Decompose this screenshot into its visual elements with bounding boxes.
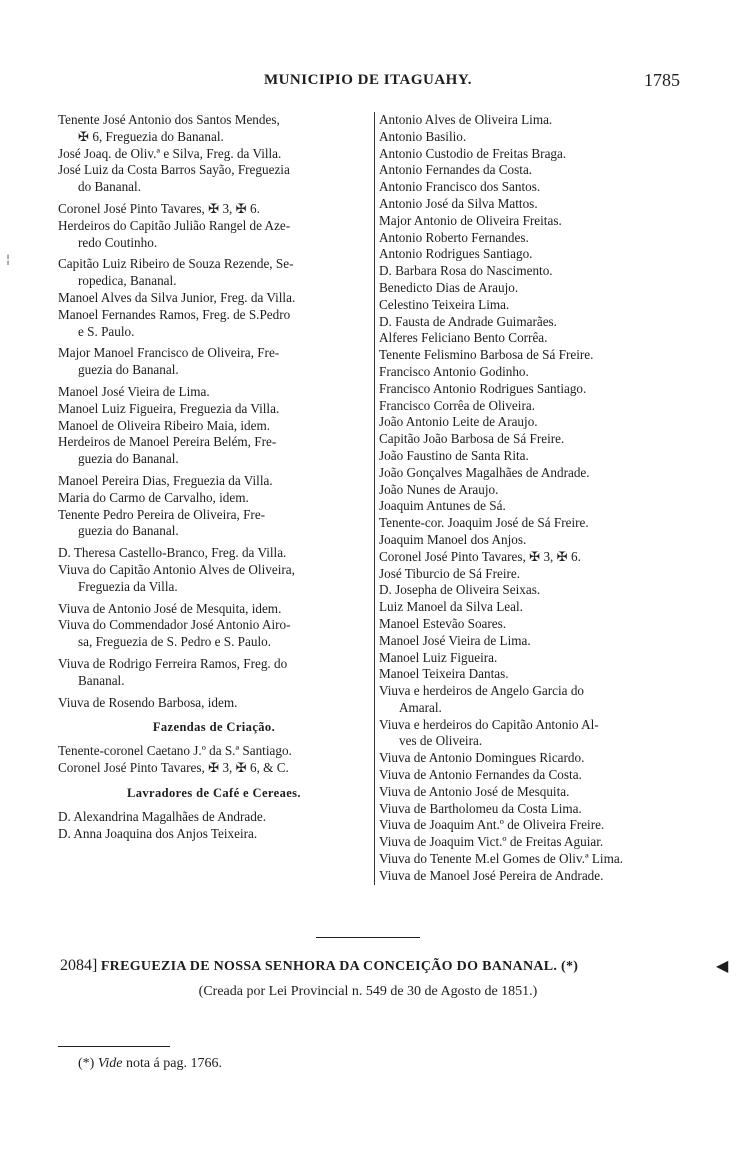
entry-line: ropedica, Bananal. [78,273,177,289]
entry-line: D. Barbara Rosa do Nascimento. [379,263,553,279]
entry-line: Antonio Rodrigues Santiago. [379,246,533,262]
entry-line: Antonio Fernandes da Costa. [379,162,533,178]
entry-line: Capitão Luiz Ribeiro de Souza Rezende, Se- [58,256,294,272]
entry-line: Viuva de Manoel José Pereira de Andrade. [379,867,604,883]
entry-line: Antonio José da Silva Mattos. [379,195,538,211]
entry-line: Manoel Teixeira Dantas. [379,666,509,682]
entry-line: Tenente Felismino Barbosa de Sá Freire. [379,347,594,363]
entry-line: Manoel Alves da Silva Junior, Freg. da Villa. [58,289,296,305]
entry-line: Francisco Antonio Godinho. [379,363,529,379]
page-number: 1785 [644,70,680,90]
entry-line: Antonio Basilio. [379,128,467,144]
entry-line: D. Theresa Castello-Branco, Freg. da Villa. [58,545,287,561]
left-column [58,112,370,842]
entry-line: Tenente-coronel Caetano J.º da S.ª Santiago. [58,743,292,759]
entry-line: do Bananal. [78,179,141,195]
entry-line: Coronel José Pinto Tavares, ✠ 3, ✠ 6, & C. [58,760,289,776]
section-number: 2084] [60,957,98,974]
entry-line: guezia do Bananal. [78,362,179,378]
pointer-marker-icon: ◀ [716,956,729,975]
entry-line: Viuva de Bartholomeu da Costa Lima. [379,800,582,816]
entry-line: Herdeiros do Capitão Julião Rangel de Aze- [58,217,291,233]
entry-line: Francisco Corrêa de Oliveira. [379,397,535,413]
entry-line: Bananal. [78,672,125,688]
entry-line: Viuva de Rosendo Barbosa, idem. [58,694,238,710]
entry-line: Viuva de Antonio Domingues Ricardo. [379,750,585,766]
entry-line: ves de Oliveira. [399,733,483,749]
entry-line: Viuva de Rodrigo Ferreira Ramos, Freg. do [58,655,288,671]
entry-line: Luiz Manoel da Silva Leal. [379,599,523,615]
entry-line: redo Coutinho. [78,234,158,250]
entry-line: João Antonio Leite de Araujo. [379,414,538,430]
entry-line: Viuva de Antonio José de Mesquita. [379,783,570,799]
right-entries-list [379,112,693,885]
page-header-title: MUNICIPIO DE ITAGUAHY. [263,72,473,88]
entry-line: guezia do Bananal. [78,523,179,539]
footnote-text: nota á pag. 1766. [125,1056,222,1071]
entry-line: Joaquim Manoel dos Anjos. [379,531,527,547]
entry-line: Viuva de Antonio Fernandes da Costa. [379,767,582,783]
entry-line: Manoel Estevão Soares. [379,615,507,631]
footnote [78,1056,222,1072]
entry-line: D. Alexandrina Magalhães de Andrade. [58,808,266,824]
entry-line: Antonio Custodio de Freitas Braga. [379,145,567,161]
entry-line: D. Fausta de Andrade Guimarães. [379,313,557,329]
entry-line: José Tiburcio de Sá Freire. [379,565,521,581]
entry-line: Viuva de Antonio José de Mesquita, idem. [58,600,282,616]
entry-line: Joaquim Antunes de Sá. [379,498,506,514]
entry-line: Manoel José Vieira de Lima. [379,632,531,648]
entry-line: Viuva do Capitão Antonio Alves de Oliveira, [58,561,295,577]
entry-line: Manoel Luiz Figueira, Freguezia da Villa. [58,400,280,416]
entry-line: Viuva de Joaquim Vict.º de Freitas Aguiar. [379,834,604,850]
entry-line: Herdeiros de Manoel Pereira Belém, Fre- [58,434,277,450]
entry-line: Maria do Carmo de Carvalho, idem. [58,489,249,505]
entry-line: Manoel Luiz Figueira. [379,649,498,665]
section-heading [60,957,700,975]
entry-line: Major Manoel Francisco de Oliveira, Fre- [58,345,280,361]
entry-line: Francisco Antonio Rodrigues Santiago. [379,380,587,396]
entry-line: D. Josepha de Oliveira Seixas. [379,582,541,598]
footnote-rule [58,1046,170,1047]
margin-mark: ¦ [6,252,11,266]
section-title: FREGUEZIA DE NOSSA SENHORA DA CONCEIÇÃO DO BANANAL. (*) [100,959,579,974]
entry-line: Major Antonio de Oliveira Freitas. [379,212,562,228]
entry-line: Tenente-cor. Joaquim José de Sá Freire. [379,515,589,531]
entry-line: Viuva do Commendador José Antonio Airo- [58,617,291,633]
entry-line: Manoel Pereira Dias, Freguezia da Villa. [58,472,273,488]
entry-line: Coronel José Pinto Tavares, ✠ 3, ✠ 6. [58,200,260,216]
entry-line: Amaral. [399,699,442,715]
entry-line: Coronel José Pinto Tavares, ✠ 3, ✠ 6. [379,548,581,564]
section-divider [316,937,420,938]
entry-line: Manoel José Vieira de Lima. [58,383,210,399]
entry-line: Alferes Feliciano Bento Corrêa. [379,330,548,346]
entry-line: Tenente José Antonio dos Santos Mendes, [58,112,280,127]
entry-line: Antonio Roberto Fernandes. [379,229,529,245]
left-entries-list [58,112,370,711]
entry-line: Capitão João Barbosa de Sá Freire. [379,431,565,447]
right-column [374,112,693,885]
entry-line: Tenente Pedro Pereira de Oliveira, Fre- [58,506,266,522]
entry-line: José Luiz da Costa Barros Sayão, Freguezia [58,162,290,178]
entry-line: guezia do Bananal. [78,451,179,467]
entry-line: D. Anna Joaquina dos Anjos Teixeira. [58,825,258,841]
subheading-lavradores: Lavradores de Café e Cereaes. [127,785,301,800]
subheading-fazendas: Fazendas de Criação. [152,720,276,735]
entry-line: Antonio Alves de Oliveira Lima. [379,112,553,127]
entry-line: José Joaq. de Oliv.ª e Silva, Freg. da Villa. [58,145,282,161]
lavradores-entries-list [58,809,370,843]
entry-line: sa, Freguezia de S. Pedro e S. Paulo. [78,634,272,650]
entry-line: João Faustino de Santa Rita. [379,447,529,463]
entry-line: ✠ 6, Freguezia do Bananal. [78,128,224,144]
fazendas-entries-list [58,743,370,777]
entry-line: e S. Paulo. [78,323,135,339]
entry-line: Celestino Teixeira Lima. [379,296,510,312]
entry-line: Viuva e herdeiros de Angelo Garcia do [379,683,585,699]
section-subtitle: (Creada por Lei Provincial n. 549 de 30 de Agosto de 1851.) [198,984,538,999]
entry-line: Freguezia da Villa. [78,578,178,594]
entry-line: Viuva e herdeiros do Capitão Antonio Al- [379,716,599,732]
entry-line: Viuva de Joaquim Ant.º de Oliveira Freire. [379,817,605,833]
entry-line: Manoel de Oliveira Ribeiro Maia, idem. [58,417,271,433]
footnote-mark: (*) [78,1056,95,1071]
entry-line: Viuva do Tenente M.el Gomes de Oliv.ª Lima. [379,851,624,867]
footnote-vide: Vide [97,1056,123,1071]
entry-line: João Gonçalves Magalhães de Andrade. [379,464,590,480]
entry-line: Benedicto Dias de Araujo. [379,279,519,295]
entry-line: Manoel Fernandes Ramos, Freg. de S.Pedro [58,306,291,322]
entry-line: Antonio Francisco dos Santos. [379,179,541,195]
entry-line: João Nunes de Araujo. [379,481,499,497]
